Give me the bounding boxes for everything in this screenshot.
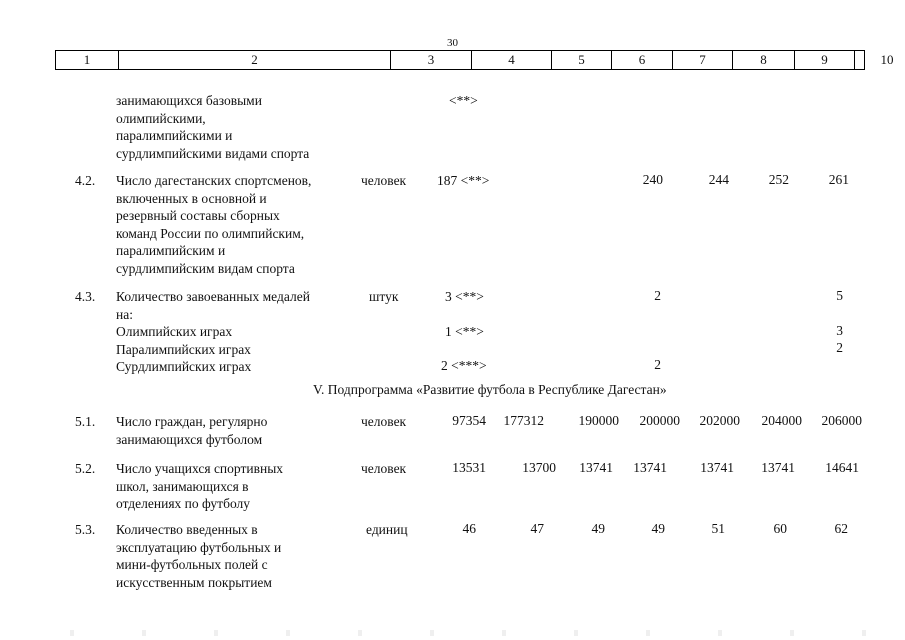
- row-5-3-col8: 51: [711, 521, 725, 536]
- header-col-1: 1: [56, 51, 119, 69]
- row-4-2-col8: 244: [708, 172, 729, 187]
- header-col-2: 2: [119, 51, 391, 69]
- row-5-1-col4: 97354: [452, 413, 486, 428]
- row-4-3-number: 4.3.: [75, 289, 96, 304]
- row-5-3-col10: 62: [834, 521, 848, 536]
- row-4-3-description: Количество завоеванных медалей на: Олимпийских играх Паралимпийских играх Сурдлимпийских играх: [116, 289, 310, 374]
- row-4-2-col4: 187 <**>: [437, 173, 490, 188]
- row-5-1-description: Число граждан, регулярно занимающихся футболом: [116, 414, 268, 447]
- row-4-2-unit: человек: [361, 173, 407, 188]
- row-4-2-description: Число дагестанских спортсменов, включенных в основной и резервный составы сборных команд России по олимпийским, паралимпийским и сурдлимпийским видам спорта: [116, 173, 312, 276]
- section-heading: V. Подпрограмма «Развитие футбола в Республике Дагестан»: [313, 382, 667, 397]
- row-5-2-col6: 13741: [579, 460, 613, 475]
- row-5-3-unit: единиц: [366, 522, 408, 537]
- row-5-3-description: Количество введенных в эксплуатацию футбольных и мини-футбольных полей с искусственным покрытием: [116, 522, 282, 590]
- row-5-3-col7: 49: [651, 521, 665, 536]
- row-4-3-sub1-col4: 1 <**>: [445, 324, 484, 339]
- header-col-8: 8: [733, 51, 795, 69]
- header-col-4: 4: [472, 51, 552, 69]
- row-5-1-unit: человек: [361, 414, 407, 429]
- row-4-3-col10: 5: [836, 288, 843, 303]
- row-5-1-col5: 177312: [503, 413, 544, 428]
- header-col-3: 3: [391, 51, 472, 69]
- row-4-2-col10: 261: [828, 172, 849, 187]
- row-5-2-col4: 13531: [452, 460, 486, 475]
- row-cont-description: занимающихся базовыми олимпийскими, паралимпийскими и сурдлимпийскими видами спорта: [116, 93, 310, 161]
- row-cont-col4: <**>: [449, 93, 478, 108]
- row-5-1-col10: 206000: [821, 413, 862, 428]
- row-4-2-col7: 240: [642, 172, 663, 187]
- row-4-2-number: 4.2.: [75, 173, 96, 188]
- row-4-2-col9: 252: [768, 172, 789, 187]
- row-5-1-col8: 202000: [699, 413, 740, 428]
- row-5-2-number: 5.2.: [75, 461, 96, 476]
- row-5-3-col4: 46: [462, 521, 476, 536]
- page-number: 30: [447, 37, 458, 49]
- row-5-2-description: Число учащихся спортивных школ, занимающихся в отделениях по футболу: [116, 461, 284, 511]
- row-5-1-number: 5.1.: [75, 414, 96, 429]
- row-5-1-col9: 204000: [761, 413, 802, 428]
- row-5-2-col10: 14641: [825, 460, 859, 475]
- row-4-3-sub3-col4: 2 <***>: [441, 358, 487, 373]
- row-5-2-col5: 13700: [522, 460, 556, 475]
- header-col-7: 7: [673, 51, 733, 69]
- row-4-3-sub2-col10: 2: [836, 340, 843, 355]
- row-4-3-col4: 3 <**>: [445, 289, 484, 304]
- row-5-2-col9: 13741: [761, 460, 795, 475]
- header-col-6: 6: [612, 51, 673, 69]
- row-4-3-col7: 2: [654, 288, 661, 303]
- header-col-10: 10: [880, 52, 894, 67]
- header-col-5: 5: [552, 51, 612, 69]
- row-5-1-col6: 190000: [578, 413, 619, 428]
- row-4-3-sub1-col10: 3: [836, 323, 843, 338]
- header-col-9: 9: [795, 51, 855, 69]
- row-5-3-col6: 49: [591, 521, 605, 536]
- row-5-1-col7: 200000: [639, 413, 680, 428]
- row-5-3-col5: 47: [530, 521, 544, 536]
- scan-artifacts: [30, 630, 880, 636]
- row-4-3-sub3-col7: 2: [654, 357, 661, 372]
- row-5-2-col7: 13741: [633, 460, 667, 475]
- table-header: [55, 50, 894, 70]
- row-5-3-col9: 60: [773, 521, 787, 536]
- row-5-2-unit: человек: [361, 461, 407, 476]
- row-4-3-unit: штук: [369, 289, 399, 304]
- row-5-2-col8: 13741: [700, 460, 734, 475]
- row-5-3-number: 5.3.: [75, 522, 96, 537]
